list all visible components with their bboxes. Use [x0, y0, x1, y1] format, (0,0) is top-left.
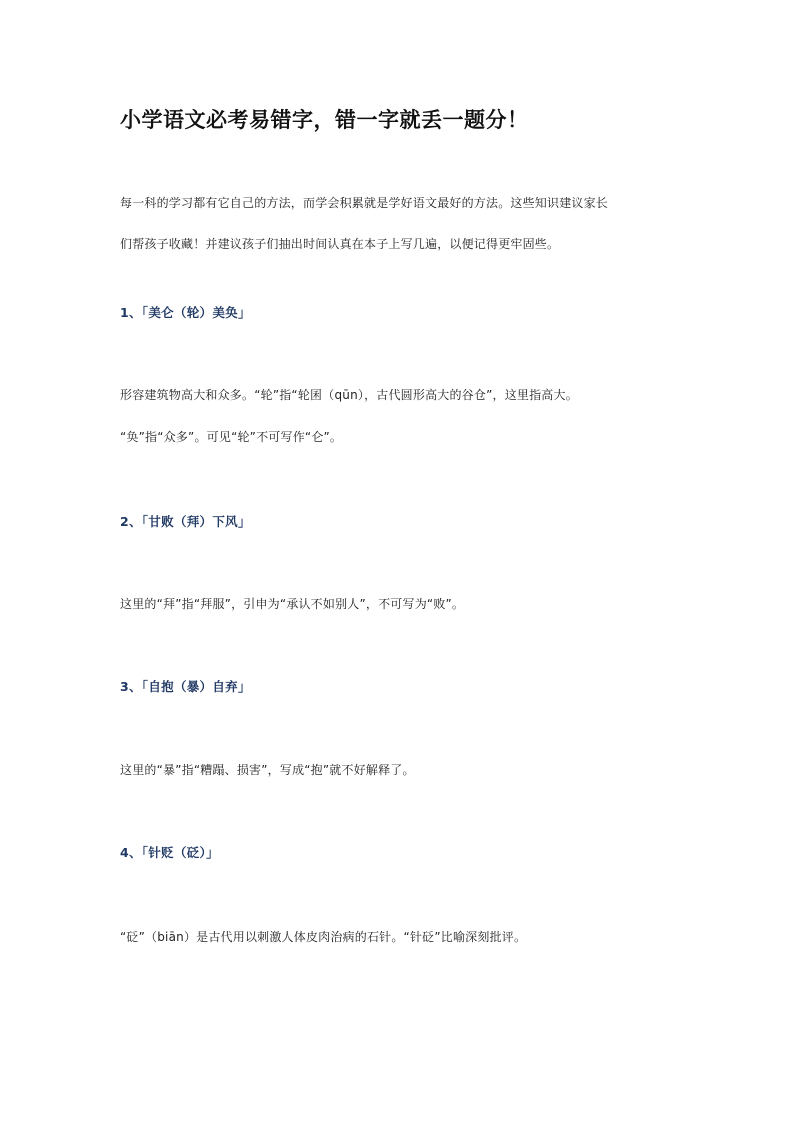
item-1-explanation-line-2: “奂”指“众多”。可见“轮”不可写作“仑”。 — [120, 430, 343, 444]
item-1-heading: 1、「美仑（轮）美奂」 — [120, 305, 251, 320]
intro-paragraph-line-2: 们帮孩子收藏！并建议孩子们抽出时间认真在本子上写几遍，以便记得更牢固些。 — [120, 237, 560, 251]
item-3-heading: 3、「自抱（暴）自弃」 — [120, 679, 251, 694]
item-3-explanation-line-1: 这里的“暴”指“糟蹋、损害”，写成“抱”就不好解释了。 — [120, 763, 415, 777]
item-4-explanation-line-1: “砭”（biān）是古代用以刺激人体皮肉治病的石针。“针砭”比喻深刻批评。 — [120, 930, 527, 944]
item-4-heading: 4、「针贬（砭）」 — [120, 845, 219, 860]
page-title: 小学语文必考易错字，错一字就丢一题分！ — [120, 107, 529, 132]
item-1-explanation-line-1: 形容建筑物高大和众多。“轮”指“轮囷（qūn），古代圆形高大的谷仓”，这里指高大。 — [120, 388, 578, 402]
item-2-explanation-line-1: 这里的“拜”指“拜服”，引申为“承认不如别人”，不可写为“败”。 — [120, 597, 465, 611]
intro-paragraph-line-1: 每一科的学习都有它自己的方法，而学会积累就是学好语文最好的方法。这些知识建议家长 — [120, 196, 609, 210]
item-2-heading: 2、「甘败（拜）下风」 — [120, 514, 251, 529]
